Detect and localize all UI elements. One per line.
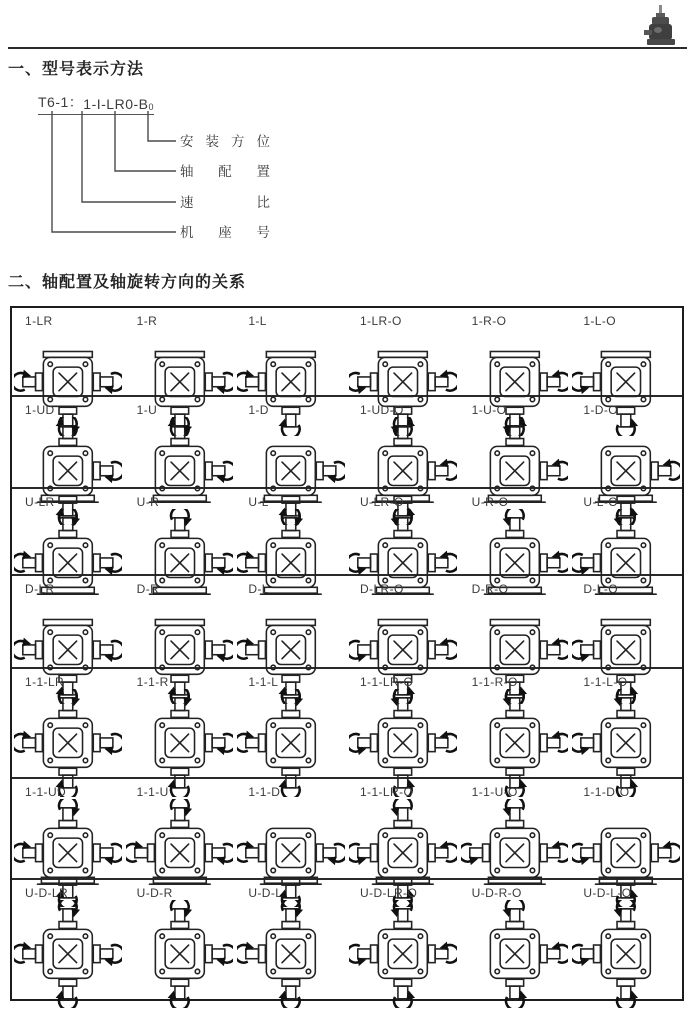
label-mounting-position: 安 装 方 位: [180, 134, 270, 149]
code-mounting-sub: 0: [148, 102, 155, 112]
config-label: 1-UD: [25, 403, 55, 417]
config-label: 1-1-U: [136, 785, 169, 799]
config-label: 1-LR-O: [359, 314, 402, 328]
gearbox-diagram: [349, 900, 457, 1008]
config-label: 1-1-R-O: [471, 675, 518, 689]
config-row: [12, 395, 682, 487]
config-label: U-L-O: [583, 495, 618, 509]
config-label: D-R-O: [471, 582, 509, 596]
config-label: 1-1-LR: [25, 675, 65, 689]
config-label: 1-1-D: [248, 785, 281, 799]
config-label: 1-L-O: [583, 314, 617, 328]
config-label: 1-1-LR-O: [359, 675, 414, 689]
config-label: D-LR: [25, 582, 55, 596]
config-label: U-R: [136, 495, 160, 509]
gearbox-diagram: [461, 900, 569, 1008]
config-label: D-R: [136, 582, 160, 596]
code-mounting: B: [138, 96, 149, 112]
config-label: D-LR-O: [359, 582, 404, 596]
config-label: 1-U: [136, 403, 158, 417]
config-cell: [570, 880, 682, 1010]
config-cell: [235, 880, 347, 1010]
config-row: [12, 878, 682, 989]
gearbox-diagram: [237, 900, 345, 1008]
config-label: U-LR: [25, 495, 55, 509]
label-frame-size: 机 座 号: [180, 225, 270, 240]
config-label: U-D-L-O: [583, 886, 632, 900]
config-label: 1-LR: [25, 314, 53, 328]
config-cell: [347, 880, 459, 1010]
config-label: D-L-O: [583, 582, 618, 596]
config-cell: [459, 880, 571, 1010]
label-speed-ratio: 速 比: [180, 195, 270, 210]
config-cell: [124, 880, 236, 1010]
config-label: 1-D: [248, 403, 269, 417]
config-label: U-D-LR: [25, 886, 69, 900]
model-designation-figure: [38, 92, 358, 262]
config-label: U-D-R: [136, 886, 173, 900]
config-label: 1-D-O: [583, 403, 618, 417]
gearbox-diagram: [126, 900, 234, 1008]
config-label: 1-1-L-O: [583, 675, 628, 689]
config-row: [12, 574, 682, 667]
config-label: U-L: [248, 495, 269, 509]
config-label: 1-1-U-O: [471, 785, 518, 799]
config-label: U-D-LR-O: [359, 886, 418, 900]
config-label: 1-R: [136, 314, 158, 328]
config-row: [12, 777, 682, 878]
header-divider: [8, 47, 687, 49]
section2-title: 二、轴配置及轴旋转方向的关系: [8, 274, 247, 291]
gearbox-product-photo: [641, 5, 681, 49]
config-label: U-R-O: [471, 495, 509, 509]
gearbox-diagram: [14, 900, 122, 1008]
code-frame: T6-1：: [38, 94, 84, 110]
config-row: [12, 667, 682, 777]
code-ratio: 1-I-: [83, 96, 107, 112]
config-row: [12, 308, 682, 395]
config-label: U-LR-O: [359, 495, 404, 509]
config-label: 1-1-D-O: [583, 785, 630, 799]
config-table: [10, 306, 684, 1001]
config-label: U-D-L: [248, 886, 283, 900]
config-label: 1-1-UD: [25, 785, 67, 799]
section1-title: 一、型号表示方法: [8, 61, 145, 78]
config-label: 1-R-O: [471, 314, 507, 328]
config-label: 1-1-R: [136, 675, 169, 689]
label-shaft-configuration: 轴 配 置: [180, 164, 270, 179]
config-row: [12, 487, 682, 574]
gearbox-diagram: [572, 900, 680, 1008]
config-label: U-D-R-O: [471, 886, 522, 900]
config-label: 1-UD-O: [359, 403, 404, 417]
config-label: 1-U-O: [471, 403, 507, 417]
config-label: 1-L: [248, 314, 267, 328]
config-label: D-L: [248, 582, 269, 596]
config-label: 1-1-L: [248, 675, 279, 689]
code-shaft-config: LR0-: [106, 96, 139, 112]
config-label: 1-1-LR-O: [359, 785, 414, 799]
config-cell: [12, 880, 124, 1010]
